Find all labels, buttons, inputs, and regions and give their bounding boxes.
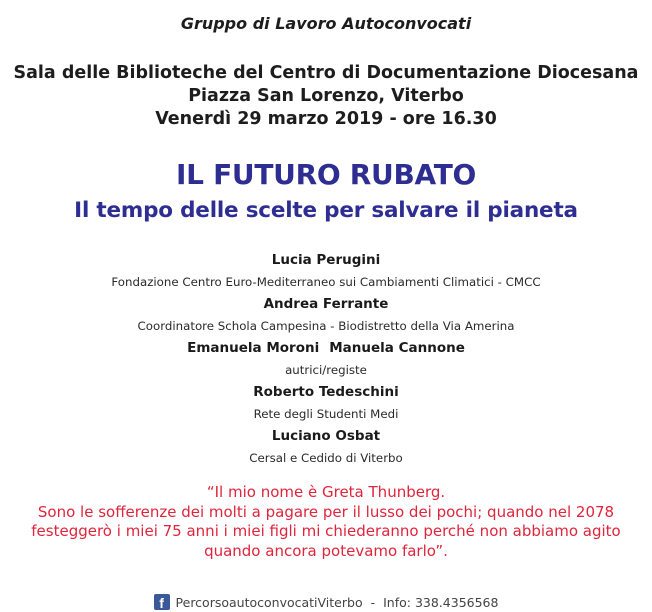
speaker-list — [0, 249, 652, 469]
venue-address: Piazza San Lorenzo, Viterbo — [188, 86, 464, 106]
greta-quote — [0, 483, 652, 561]
contact-info: Info: 338.4356568 — [383, 595, 499, 610]
speaker-names-pair — [0, 337, 652, 359]
venue-block — [0, 62, 652, 131]
quote-line: quando ancora potevamo farlo”. — [204, 541, 448, 560]
venue-place: Sala delle Biblioteche del Centro di Documentazione Diocesana — [13, 63, 639, 83]
speaker-role: Coordinatore Schola Campesina - Biodistretto della Via Amerina — [137, 319, 515, 333]
facebook-icon[interactable]: f — [154, 594, 170, 610]
speaker-name: Andrea Ferrante — [263, 296, 389, 312]
speaker-name: Roberto Tedeschini — [253, 384, 399, 400]
speaker-name: Manuela Cannone — [329, 340, 465, 356]
footer-separator: - — [370, 595, 376, 610]
quote-line: Sono le sofferenze dei molti a pagare per il lusso dei pochi; quando nel 2078 — [37, 502, 615, 521]
speaker-role: Cersal e Cedido di Viterbo — [249, 451, 403, 465]
speaker-name: Emanuela Moroni — [187, 340, 320, 356]
footer — [0, 594, 652, 610]
speaker-role: autrici/registe — [285, 363, 367, 377]
organizer-name: Gruppo di Lavoro Autoconvocati — [180, 14, 472, 33]
event-datetime: Venerdì 29 marzo 2019 - ore 16.30 — [155, 109, 497, 129]
facebook-page-link[interactable]: PercorsoautoconvocatiViterbo — [175, 595, 363, 610]
speaker-role: Fondazione Centro Euro-Mediterraneo sui Cambiamenti Climatici - CMCC — [111, 275, 541, 289]
quote-line: festeggerò i miei 75 anni i miei figli mi chiederanno perché non abbiamo agito — [31, 522, 621, 540]
event-title: IL FUTURO RUBATO — [175, 158, 477, 191]
speaker-role: Rete degli Studenti Medi — [253, 407, 399, 421]
event-subtitle: Il tempo delle scelte per salvare il pianeta — [74, 198, 578, 223]
speaker-name: Luciano Osbat — [271, 428, 381, 444]
quote-line: “Il mio nome è Greta Thunberg. — [206, 483, 446, 501]
speaker-name: Lucia Perugini — [271, 252, 381, 268]
